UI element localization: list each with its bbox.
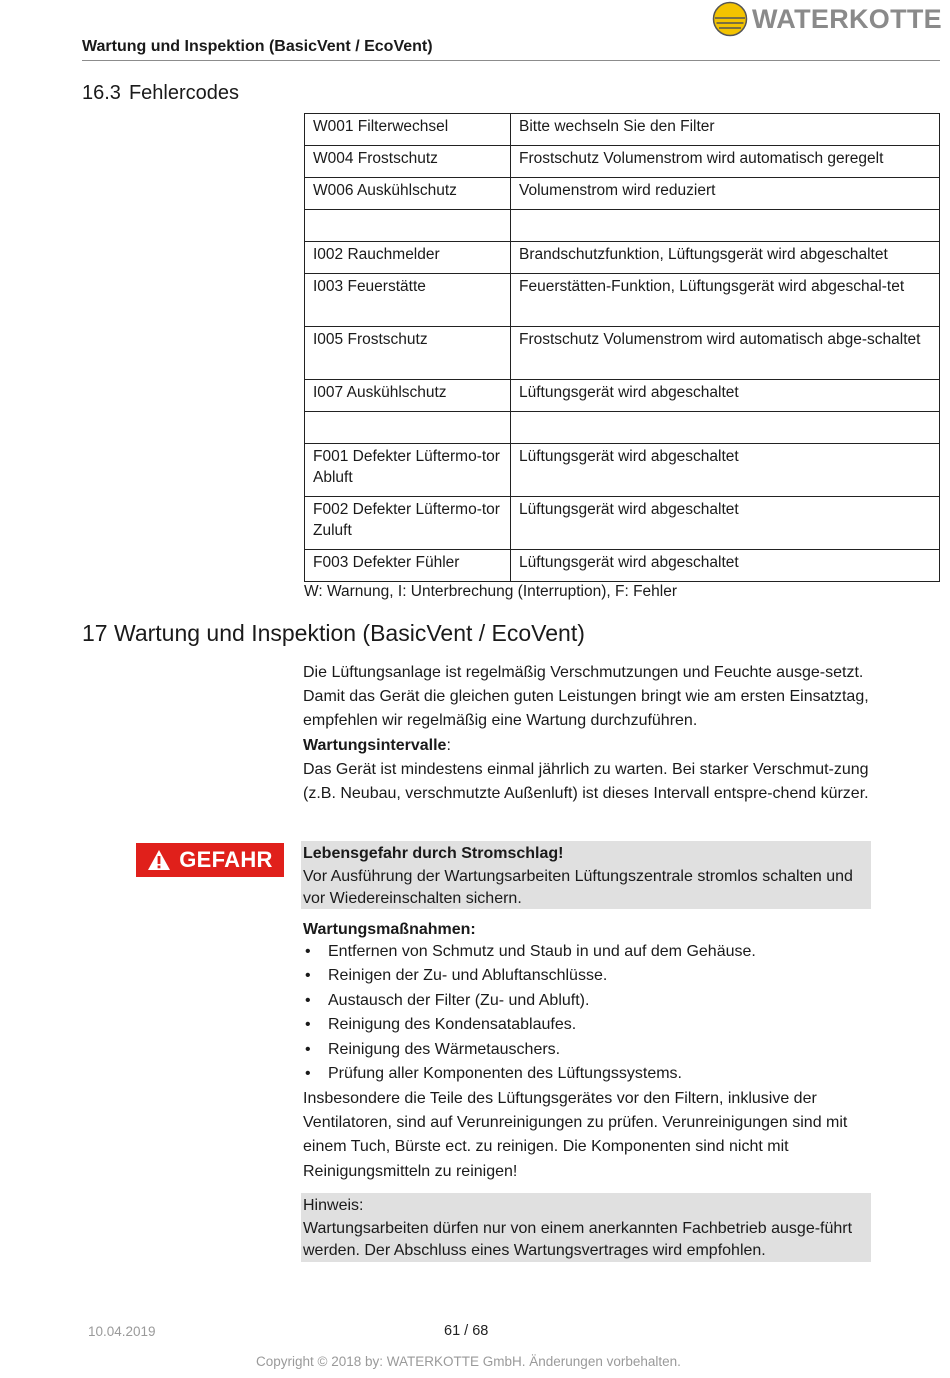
table-row bbox=[305, 114, 940, 146]
section-title: Fehlercodes bbox=[128, 82, 239, 104]
header-divider bbox=[82, 60, 940, 61]
table-row bbox=[305, 550, 940, 582]
footer-copyright: Copyright © 2018 by: WATERKOTTE GmbH. Änderungen vorbehalten. bbox=[256, 1354, 681, 1369]
table-row bbox=[305, 178, 940, 210]
error-description-cell: Feuerstätten-Funktion, Lüftungsgerät wird abgeschal-tet bbox=[511, 274, 940, 327]
table-row bbox=[305, 444, 940, 497]
measures-list bbox=[303, 940, 756, 1086]
section-heading bbox=[82, 82, 239, 105]
list-item: • Entfernen von Schmutz und Staub in und auf dem Gehäuse. bbox=[303, 940, 756, 964]
error-description-cell: Volumenstrom wird reduziert bbox=[511, 178, 940, 210]
list-item: • Reinigung des Kondensatablaufes. bbox=[303, 1013, 756, 1037]
hint-text: Wartungsarbeiten dürfen nur von einem anerkannten Fachbetrieb ausge-führt werden. Der Abschluss eines Wartungsvertrages wird empfohlen. bbox=[303, 1219, 853, 1259]
error-description-cell: Lüftungsgerät wird abgeschaltet bbox=[511, 497, 940, 550]
table-row bbox=[305, 497, 940, 550]
danger-badge bbox=[136, 843, 284, 877]
intervals-colon: : bbox=[446, 737, 451, 754]
table-row bbox=[305, 274, 940, 327]
danger-text: Vor Ausführung der Wartungsarbeiten Lüftungszentrale stromlos schalten und vor Wiedereinschalten sichern. bbox=[303, 867, 853, 907]
error-code-cell bbox=[305, 412, 511, 444]
table-row-empty bbox=[305, 210, 940, 242]
error-description-cell bbox=[511, 412, 940, 444]
error-description-cell bbox=[511, 210, 940, 242]
error-code-cell: W006 Auskühlschutz bbox=[305, 178, 511, 210]
danger-badge-label: GEFAHR bbox=[179, 847, 273, 872]
section-number: 16.3 bbox=[82, 82, 121, 104]
error-code-cell: I005 Frostschutz bbox=[305, 327, 511, 380]
logo-sun-icon bbox=[712, 1, 748, 37]
table-legend-note: W: Warnung, I: Unterbrechung (Interruption), F: Fehler bbox=[304, 583, 678, 600]
error-code-cell: F001 Defekter Lüftermo-tor Abluft bbox=[305, 444, 511, 497]
error-code-cell: W004 Frostschutz bbox=[305, 146, 511, 178]
intervals-paragraph: Das Gerät ist mindestens einmal jährlich zu warten. Bei starker Verschmut-zung (z.B. Neubau, verschmutzte Außenluft) ist dieses Intervall entspre-chend kürzer. bbox=[303, 761, 869, 803]
intervals-label: Wartungsintervalle bbox=[303, 737, 447, 754]
warning-triangle-icon bbox=[147, 849, 171, 871]
table-row bbox=[305, 242, 940, 274]
error-description-cell: Frostschutz Volumenstrom wird automatisch abge-schaltet bbox=[511, 327, 940, 380]
error-code-cell: I003 Feuerstätte bbox=[305, 274, 511, 327]
danger-box bbox=[301, 841, 871, 909]
hint-box bbox=[301, 1193, 871, 1262]
company-logo bbox=[712, 2, 942, 36]
error-code-table bbox=[304, 113, 940, 582]
table-row-empty bbox=[305, 412, 940, 444]
error-description-cell: Brandschutzfunktion, Lüftungsgerät wird abgeschaltet bbox=[511, 242, 940, 274]
error-code-cell: F003 Defekter Fühler bbox=[305, 550, 511, 582]
error-description-cell: Bitte wechseln Sie den Filter bbox=[511, 114, 940, 146]
logo-wordmark: WATERKOTTE bbox=[752, 3, 942, 34]
list-item: • Reinigen der Zu- und Abluftanschlüsse. bbox=[303, 964, 756, 988]
table-row bbox=[305, 327, 940, 380]
page-number: 61 / 68 bbox=[444, 1323, 489, 1339]
error-code-cell: I007 Auskühlschutz bbox=[305, 380, 511, 412]
error-description-cell: Lüftungsgerät wird abgeschaltet bbox=[511, 444, 940, 497]
chapter-heading: 17 Wartung und Inspektion (BasicVent / EcoVent) bbox=[82, 620, 585, 646]
error-description-cell: Lüftungsgerät wird abgeschaltet bbox=[511, 550, 940, 582]
error-description-cell: Frostschutz Volumenstrom wird automatisch geregelt bbox=[511, 146, 940, 178]
table-row bbox=[305, 146, 940, 178]
footer-date: 10.04.2019 bbox=[88, 1324, 156, 1339]
measures-label: Wartungsmaßnahmen: bbox=[303, 921, 476, 938]
error-description-cell: Lüftungsgerät wird abgeschaltet bbox=[511, 380, 940, 412]
error-code-cell: I002 Rauchmelder bbox=[305, 242, 511, 274]
list-item: • Reinigung des Wärmetauschers. bbox=[303, 1038, 756, 1062]
list-item: • Prüfung aller Komponenten des Lüftungssystems. bbox=[303, 1062, 756, 1086]
table-row bbox=[305, 380, 940, 412]
running-header-title: Wartung und Inspektion (BasicVent / EcoVent) bbox=[82, 38, 433, 55]
danger-title: Lebensgefahr durch Stromschlag! bbox=[303, 845, 564, 862]
hint-title: Hinweis: bbox=[303, 1197, 364, 1214]
list-item: • Austausch der Filter (Zu- und Abluft). bbox=[303, 989, 756, 1013]
intervals-heading bbox=[303, 734, 873, 758]
intro-paragraph: Die Lüftungsanlage ist regelmäßig Verschmutzungen und Feuchte ausge-setzt. Damit das Gerät die gleichen guten Leistungen bringt wie am ersten Einsatztag, empfehlen wir regelmäßig eine Wartung durchzuführen. bbox=[303, 664, 869, 730]
error-code-cell: F002 Defekter Lüftermo-tor Zuluft bbox=[305, 497, 511, 550]
measures-paragraph: Insbesondere die Teile des Lüftungsgerätes vor den Filtern, inklusive der Ventilatoren, sind auf Verunreinigungen zu prüfen. Verunreinigungen sind mit einem Tuch, Bürste ect. zu reinigen. Die Komponenten sind nicht mit Reinigungsmitteln zu reinigen! bbox=[303, 1090, 848, 1180]
error-code-cell bbox=[305, 210, 511, 242]
error-code-cell: W001 Filterwechsel bbox=[305, 114, 511, 146]
